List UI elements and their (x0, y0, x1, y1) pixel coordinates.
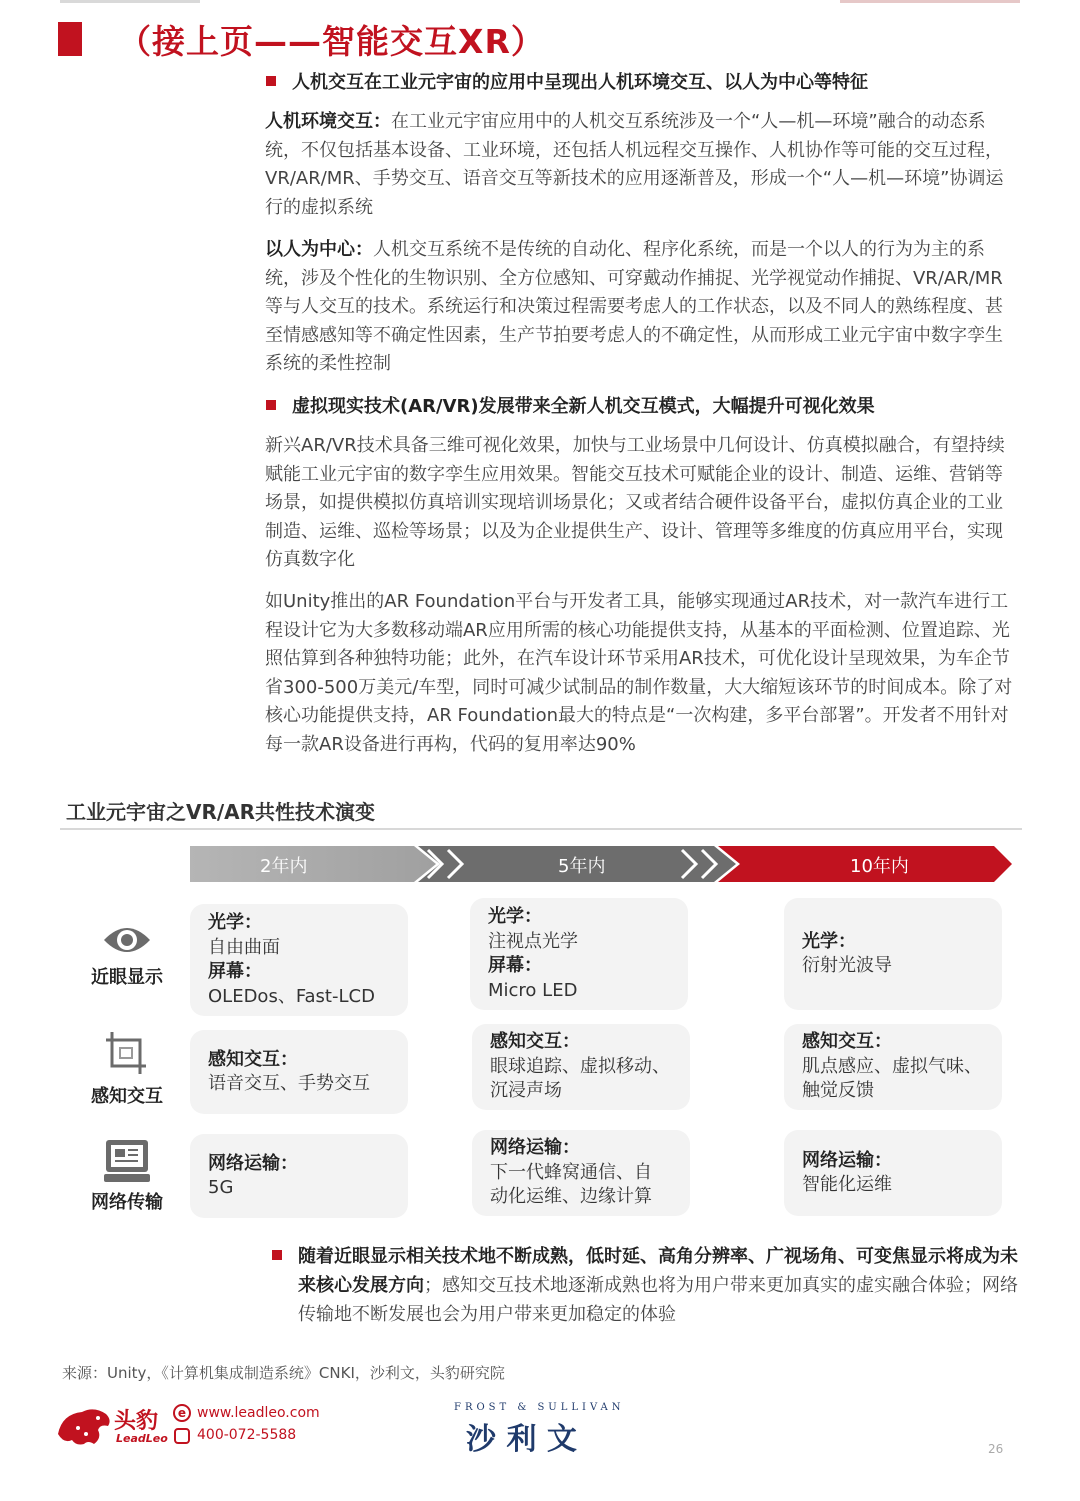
cell-value: 衍射光波导 (802, 955, 892, 976)
figure-title: 工业元宇宙之VR/AR共性技术演变 (66, 800, 376, 824)
leadleo-logo-text: 头豹 (114, 1409, 159, 1434)
section2-heading: 虚拟现实技术(AR/VR)发展带来全新人机交互模式，大幅提升可视化效果 (292, 396, 875, 417)
top-header-strip (0, 0, 1080, 8)
cell-perception-2y (190, 1030, 408, 1114)
paragraph-body: 在工业元宇宙应用中的人机交互系统涉及一个“人—机—环境”融合的动态系统，不仅包括基本设备、工业环境，还包括人机远程交互操作、人机协作等可能的交互过程，VR/AR/MR、手势交互、语音交互等新技术的应用逐渐普及，形成一个“人—机—环境”协调运行的虚拟系统 (265, 111, 1004, 218)
paragraph-body: 人机交互系统不是传统的自动化、程序化系统，而是一个以人的行为为主的系统，涉及个性化的生物识别、全方位感知、可穿戴动作捕捉、光学视觉动作捕捉、VR/AR/MR等与人交互的技术。系统运行和决策过程需要考虑人的工作状态，以及不同人的熟练程度、甚至情感感知等不确定性因素，生产节拍要考虑人的不确定性，从而形成工业元宇宙中数字孪生系统的柔性控制 (265, 239, 1003, 375)
cell-value: 肌点感应、虚拟气味、 (802, 1055, 982, 1077)
cell-key: 屏幕： (208, 961, 262, 982)
cell-key: 网络运输： (802, 1149, 892, 1171)
phone-icon (174, 1428, 190, 1444)
row-label-near-eye-display: 近眼显示 (91, 967, 163, 988)
page-title: （接上页——智能交互XR） (118, 22, 545, 61)
cell-value: Micro LED (488, 979, 578, 1001)
cell-value: 下一代蜂窝通信、自 (490, 1161, 652, 1183)
leopard-logo-icon (54, 1404, 114, 1448)
cell-key: 光学： (802, 930, 856, 952)
figure-divider (60, 828, 1022, 830)
title-accent-bar (58, 22, 82, 56)
timeline-segment-2y (190, 846, 436, 882)
source-note: 来源：Unity，《计算机集成制造系统》CNKI，沙利文，头豹研究院 (62, 1364, 505, 1382)
website-link[interactable]: www.leadleo.com (197, 1405, 320, 1421)
eye-icon (102, 920, 152, 960)
paragraph-human-machine-environment (265, 108, 1020, 222)
cell-value: 注视点光学 (488, 930, 578, 952)
header-line-left (60, 0, 200, 3)
cell-near-eye-10y (784, 898, 1002, 1010)
figure-summary (298, 1242, 1018, 1329)
row-label-network-transmission: 网络传输 (91, 1192, 163, 1213)
cell-perception-10y (784, 1024, 1002, 1110)
phase-label-10y: 10年内 (850, 856, 909, 877)
section1-heading: 人机交互在工业元宇宙的应用中呈现出人机环境交互、以人为中心等特征 (292, 72, 868, 93)
cell-key: 感知交互： (802, 1031, 892, 1053)
summary-bold: 随着近眼显示相关技术地不断成熟，低时延、高角分辨率、广视场角、可变焦显示将成为未来核心发展方向 (298, 1246, 1018, 1296)
paragraph-ar-vr-visualization: 新兴AR/VR技术具备三维可视化效果，加快与工业场景中几何设计、仿真模拟融合，有望持续赋能工业元宇宙的数字孪生应用效果。智能交互技术可赋能企业的设计、制造、运维、营销等场景，如提供模拟仿真培训实现培训场景化；又或者结合硬件设备平台，虚拟仿真企业的工业制造、运维、巡检等场景；以及为企业提供生产、设计、管理等多维度的仿真应用平台，实现仿真数字化 (265, 435, 1005, 571)
leadleo-logo-en: LeadLeo (116, 1432, 168, 1445)
cell-perception-5y (472, 1024, 690, 1110)
bullet-square (266, 400, 276, 410)
frost-sullivan-logo-en: FROST & SULLIVAN (454, 1402, 625, 1413)
header-line-right (840, 0, 1020, 3)
frost-sullivan-logo-cn: 沙 利 文 (466, 1422, 577, 1457)
summary-rest: ；感知交互技术地逐渐成熟也将为用户带来更加真实的虚实融合体验；网络传输地不断发展也会为用户带来更加稳定的体验 (298, 1275, 1018, 1325)
phase-label-2y: 2年内 (260, 856, 308, 877)
page-number: 26 (988, 1442, 1004, 1456)
cell-value: 智能化运维 (802, 1174, 892, 1195)
cell-key: 感知交互： (490, 1031, 580, 1053)
cell-key: 网络运输： (490, 1137, 580, 1159)
paragraph-lead: 以人为中心： (265, 239, 373, 260)
cell-value: 眼球追踪、虚拟移动、 (490, 1055, 670, 1077)
cell-near-eye-2y (190, 904, 408, 1016)
cell-key: 光学： (208, 912, 262, 933)
cell-value: 5G (208, 1177, 234, 1198)
web-icon: e (173, 1404, 191, 1422)
phase-label-5y: 5年内 (558, 856, 606, 877)
cell-value: 动化运维、边缘计算 (490, 1186, 652, 1208)
cell-network-2y (190, 1134, 408, 1218)
bullet-square (272, 1250, 282, 1260)
paragraph-lead: 人机环境交互： (265, 111, 391, 132)
cell-value: 自由曲面 (208, 936, 280, 958)
bullet-square (266, 76, 276, 86)
computer-network-icon (104, 1138, 150, 1184)
cell-key: 感知交互： (208, 1048, 298, 1070)
cell-key: 网络运输： (208, 1152, 298, 1174)
cell-value: 触觉反馈 (802, 1080, 874, 1102)
cell-value: OLEDos、Fast-LCD (208, 985, 375, 1007)
paragraph-human-centered (265, 236, 1020, 379)
row-label-perception-interaction: 感知交互 (91, 1086, 163, 1107)
cell-value: 语音交互、手势交互 (208, 1073, 370, 1094)
cell-near-eye-5y (470, 898, 688, 1010)
cell-value: 沉浸声场 (490, 1080, 562, 1102)
cell-key: 光学： (488, 906, 542, 927)
cell-network-5y (472, 1130, 690, 1216)
paragraph-unity-ar-foundation: 如Unity推出的AR Foundation平台与开发者工具，能够实现通过AR技术，对一款汽车进行工程设计它为大多数移动端AR应用所需的核心功能提供支持，从基本的平面检测、位置追踪、光照估算到各种独特功能；此外，在汽车设计环节采用AR技术，可优化设计呈现效果，为车企节省300-500万美元/车型，同时可减少试制品的制作数量，大大缩短该环节的时间成本。除了对核心功能提供支持，AR Foundation最大的特点是“一次构建，多平台部署”。开发者不用针对每一款AR设备进行再构，代码的复用率达90% (265, 591, 1013, 755)
crop-sensor-icon (104, 1030, 150, 1078)
phone-number: 400-072-5588 (197, 1427, 297, 1443)
cell-key: 屏幕： (488, 955, 542, 976)
cell-network-10y (784, 1130, 1002, 1216)
